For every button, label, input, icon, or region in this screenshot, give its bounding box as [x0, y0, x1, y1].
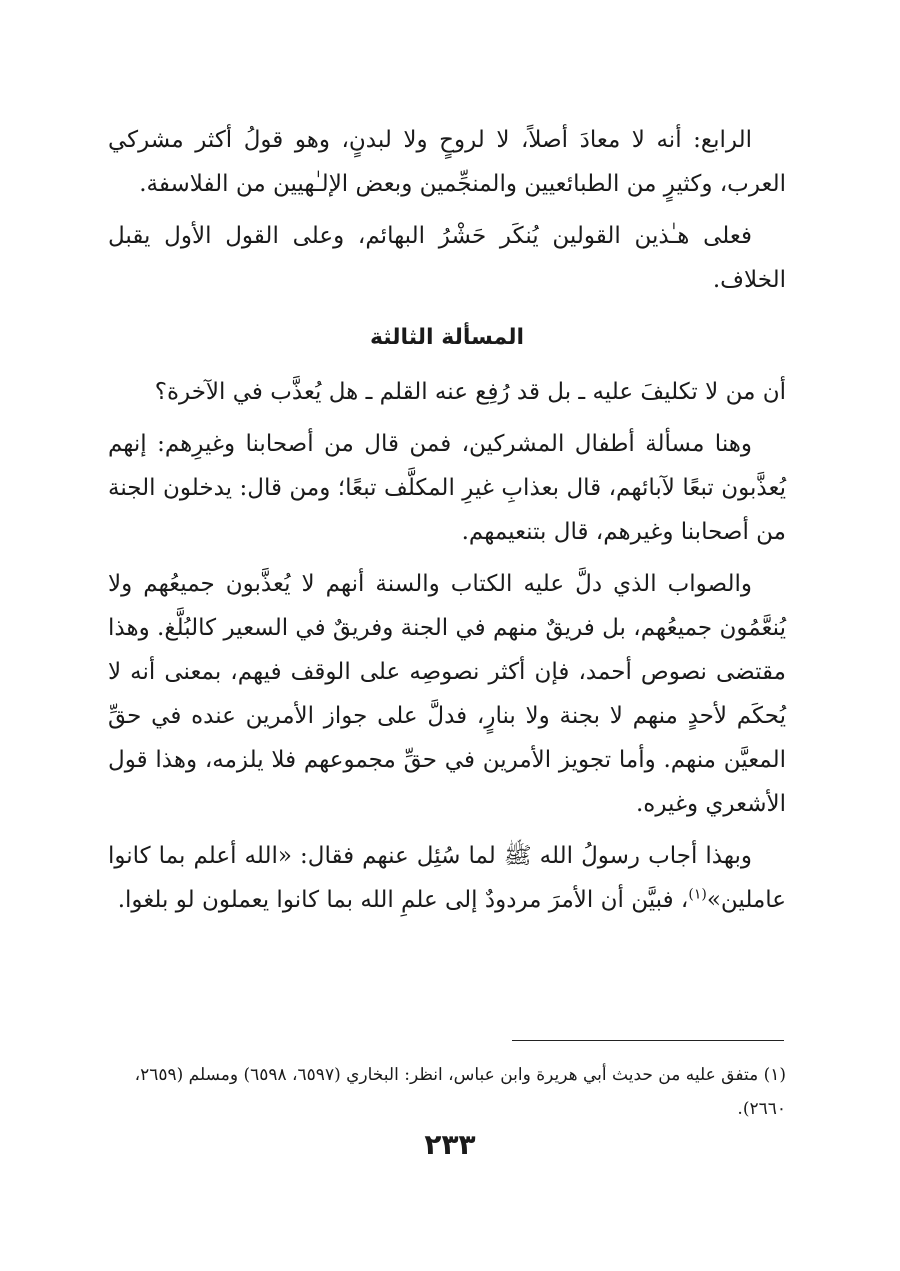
paragraph-prophet-answer — [108, 834, 786, 922]
paragraph-correct-view: والصواب الذي دلَّ عليه الكتاب والسنة أنهم لا يُعذَّبون جميعُهم ولا يُنعَّمُون جميعُهم، بل فريقٌ منهم في الجنة وفريقٌ في السعير كالبُلَّغ. وهذا مقتضى نصوص أحمد، فإن أكثر نصوصِه على الوقف فيهم، بمعنى أنه لا يُحكَم لأحدٍ منهم لا بجنة ولا بنارٍ، فدلَّ على جواز الأمرين عنده في حقِّ المعيَّن منهم. وأما تجويز الأمرين في حقِّ مجموعهم فلا يلزمه، وهذا قول الأشعري وغيره. — [108, 571, 786, 817]
footnote-separator — [512, 1040, 784, 1041]
hadith-conclusion: ، فبيَّن أن الأمرَ مردودٌ إلى علمِ الله بما كانوا يعملون لو بلغوا. — [117, 887, 689, 913]
section-heading: المسألة الثالثة — [369, 325, 525, 350]
section-question: أن من لا تكليفَ عليه ـ بل قد رُفِع عنه القلم ـ هل يُعذَّب في الآخرة؟ — [154, 379, 786, 405]
page-number: ٢٣٣ — [424, 1128, 476, 1161]
hadith-text: وبهذا أجاب رسولُ الله ﷺ لما سُئِل عنهم فقال: «الله أعلم بما كانوا عاملين» — [108, 843, 786, 913]
paragraph-animal-resurrection: فعلى هـٰذين القولين يُنكَر حَشْرُ البهائم، وعلى القول الأول يقبل الخلاف. — [108, 223, 786, 293]
footnote: (١) متفق عليه من حديث أبي هريرة وابن عباس، انظر: البخاري (٦٥٩٧، ٦٥٩٨) ومسلم (٢٦٥٩، ٢٦٦٠). — [134, 1065, 786, 1119]
footnote-reference: (١) — [688, 886, 707, 903]
page-body — [108, 118, 786, 930]
paragraph-children-of-polytheists: وهنا مسألة أطفال المشركين، فمن قال من أصحابنا وغيرِهم: إنهم يُعذَّبون تبعًا لآبائهم، قال بعذابِ غيرِ المكلَّف تبعًا؛ ومن قال: يدخلون الجنة من أصحابنا وغيرهم، قال بتنعيمهم. — [108, 431, 786, 545]
paragraph-fourth-opinion: الرابع: أنه لا معادَ أصلاً، لا لروحٍ ولا لبدنٍ، وهو قولُ أكثر مشركي العرب، وكثيرٍ من الطبائعيين والمنجِّمين وبعض الإلـٰهيين من الفلاسفة. — [108, 127, 786, 197]
